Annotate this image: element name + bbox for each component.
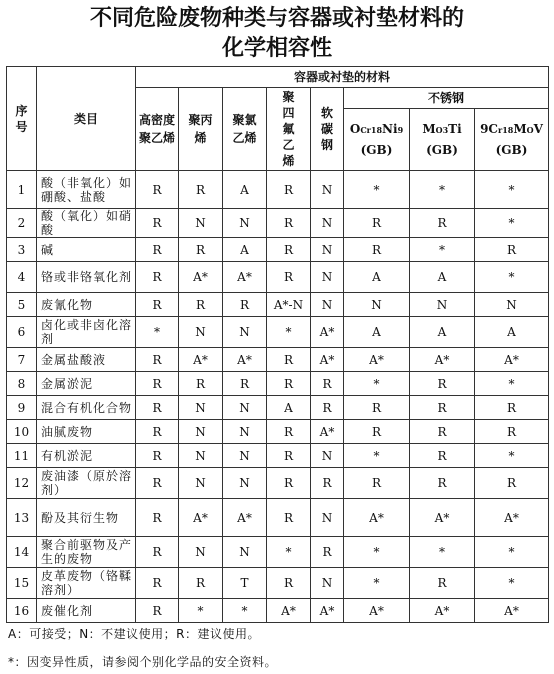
table-row xyxy=(7,372,549,396)
row-number: 14 xyxy=(7,537,37,568)
compatibility-cell: A*-N xyxy=(267,293,311,317)
compatibility-cell: A* xyxy=(475,599,549,623)
compatibility-cell: N xyxy=(311,171,344,209)
row-number: 4 xyxy=(7,262,37,293)
row-category: 废氰化物 xyxy=(37,293,136,317)
header-stainless: 不锈钢 xyxy=(344,88,549,109)
compatibility-cell: R xyxy=(223,293,267,317)
compatibility-cell: * xyxy=(475,444,549,468)
compatibility-cell: R xyxy=(179,293,223,317)
compatibility-cell: R xyxy=(136,171,179,209)
compatibility-cell: A xyxy=(223,238,267,262)
compatibility-cell: R xyxy=(267,444,311,468)
compatibility-cell: R xyxy=(344,468,410,499)
compatibility-cell: N xyxy=(223,317,267,348)
asterisk-note: *：因变异性质，请参阅个别化学品的安全资料。 xyxy=(8,655,278,669)
compatibility-cell: R xyxy=(179,238,223,262)
compatibility-cell: * xyxy=(475,262,549,293)
header-category: 类目 xyxy=(37,67,136,171)
compatibility-cell: R xyxy=(410,396,475,420)
header-mild-steel: 软碳钢 xyxy=(311,88,344,171)
compatibility-cell: R xyxy=(136,293,179,317)
compatibility-cell: R xyxy=(136,209,179,238)
compatibility-cell: N xyxy=(179,209,223,238)
row-category: 金属盐酸液 xyxy=(37,348,136,372)
compatibility-cell: N xyxy=(410,293,475,317)
compatibility-cell: N xyxy=(223,420,267,444)
compatibility-cell: * xyxy=(475,372,549,396)
row-number: 9 xyxy=(7,396,37,420)
row-number: 13 xyxy=(7,499,37,537)
compatibility-cell: N xyxy=(223,537,267,568)
compatibility-cell: N xyxy=(311,568,344,599)
row-number: 6 xyxy=(7,317,37,348)
compatibility-cell: * xyxy=(344,372,410,396)
compatibility-cell: * xyxy=(410,537,475,568)
compatibility-cell: A xyxy=(475,317,549,348)
row-number: 3 xyxy=(7,238,37,262)
compatibility-cell: * xyxy=(136,317,179,348)
compatibility-cell: R xyxy=(267,209,311,238)
compatibility-cell: A xyxy=(410,262,475,293)
compatibility-cell: R xyxy=(410,468,475,499)
compatibility-cell: * xyxy=(344,171,410,209)
compatibility-cell: * xyxy=(475,537,549,568)
table-row xyxy=(7,499,549,537)
compatibility-cell: T xyxy=(223,568,267,599)
compatibility-cell: A* xyxy=(267,599,311,623)
compatibility-cell: A* xyxy=(344,499,410,537)
compatibility-cell: * xyxy=(475,568,549,599)
compatibility-cell: N xyxy=(311,444,344,468)
compatibility-cell: A* xyxy=(475,499,549,537)
compatibility-cell: R xyxy=(267,238,311,262)
row-number: 7 xyxy=(7,348,37,372)
compatibility-cell: N xyxy=(223,468,267,499)
compatibility-cell: N xyxy=(179,317,223,348)
table-row xyxy=(7,568,549,599)
row-category: 铬或非铬氧化剂 xyxy=(37,262,136,293)
compatibility-cell: R xyxy=(136,499,179,537)
compatibility-cell: A* xyxy=(311,420,344,444)
table-row xyxy=(7,537,549,568)
table-row xyxy=(7,238,549,262)
compatibility-cell: R xyxy=(136,348,179,372)
compatibility-cell: R xyxy=(267,171,311,209)
compatibility-cell: A* xyxy=(410,499,475,537)
compatibility-cell: R xyxy=(267,348,311,372)
compatibility-cell: A xyxy=(267,396,311,420)
table-row xyxy=(7,293,549,317)
compatibility-cell: N xyxy=(179,444,223,468)
compatibility-cell: A* xyxy=(179,262,223,293)
compatibility-cell: N xyxy=(311,262,344,293)
compatibility-cell: N xyxy=(179,420,223,444)
compatibility-cell: R xyxy=(311,468,344,499)
compatibility-cell: R xyxy=(475,238,549,262)
compatibility-cell: N xyxy=(475,293,549,317)
header-seq: 序号 xyxy=(7,67,37,171)
compatibility-cell: * xyxy=(179,599,223,623)
compatibility-cell: R xyxy=(267,372,311,396)
row-category: 油腻废物 xyxy=(37,420,136,444)
compatibility-cell: N xyxy=(223,444,267,468)
header-ss-9cr18mov: 9Cr18MOV (GB) xyxy=(475,109,549,171)
compatibility-cell: R xyxy=(410,568,475,599)
row-number: 12 xyxy=(7,468,37,499)
compatibility-cell: R xyxy=(410,209,475,238)
compatibility-cell: N xyxy=(311,238,344,262)
row-number: 2 xyxy=(7,209,37,238)
compatibility-cell: R xyxy=(136,568,179,599)
compatibility-cell: R xyxy=(136,468,179,499)
table-row xyxy=(7,209,549,238)
compatibility-cell: R xyxy=(344,396,410,420)
row-category: 聚合前驱物及产生的废物 xyxy=(37,537,136,568)
row-category: 混合有机化合物 xyxy=(37,396,136,420)
compatibility-cell: N xyxy=(179,537,223,568)
compatibility-cell: * xyxy=(223,599,267,623)
compatibility-cell: * xyxy=(475,209,549,238)
compatibility-cell: A* xyxy=(179,499,223,537)
row-number: 1 xyxy=(7,171,37,209)
row-category: 酸（氧化）如硝酸 xyxy=(37,209,136,238)
compatibility-cell: * xyxy=(344,537,410,568)
table-row xyxy=(7,317,549,348)
document-title-line1: 不同危险废物种类与容器或衬垫材料的 xyxy=(89,6,464,31)
compatibility-cell: R xyxy=(344,420,410,444)
compatibility-cell: A* xyxy=(179,348,223,372)
header-ptfe: 聚四氟乙烯 xyxy=(267,88,311,171)
compatibility-cell: R xyxy=(475,420,549,444)
compatibility-cell: * xyxy=(475,171,549,209)
table-row xyxy=(7,468,549,499)
compatibility-cell: R xyxy=(475,396,549,420)
compatibility-cell: A xyxy=(223,171,267,209)
compatibility-cell: R xyxy=(136,599,179,623)
compatibility-cell: R xyxy=(410,372,475,396)
compatibility-cell: A* xyxy=(344,348,410,372)
compatibility-cell: A* xyxy=(410,348,475,372)
compatibility-cell: R xyxy=(179,568,223,599)
document-title-line2: 化学相容性 xyxy=(221,36,332,61)
compatibility-cell: N xyxy=(223,396,267,420)
row-category: 碱 xyxy=(37,238,136,262)
compatibility-cell: R xyxy=(410,420,475,444)
compatibility-cell: R xyxy=(136,396,179,420)
compatibility-cell: A xyxy=(344,317,410,348)
compatibility-cell: A* xyxy=(410,599,475,623)
compatibility-cell: R xyxy=(311,537,344,568)
compatibility-cell: N xyxy=(179,468,223,499)
compatibility-cell: R xyxy=(311,372,344,396)
header-ss-mo3ti: MO3Ti (GB) xyxy=(410,109,475,171)
compatibility-cell: R xyxy=(179,171,223,209)
compatibility-cell: R xyxy=(267,468,311,499)
compatibility-cell: A* xyxy=(311,599,344,623)
row-number: 11 xyxy=(7,444,37,468)
compatibility-cell: N xyxy=(179,396,223,420)
table-row xyxy=(7,444,549,468)
table-row xyxy=(7,348,549,372)
compatibility-cell: A* xyxy=(311,317,344,348)
compatibility-cell: A* xyxy=(223,499,267,537)
compatibility-table xyxy=(6,66,549,623)
row-category: 卤化或非卤化溶剂 xyxy=(37,317,136,348)
compatibility-cell: R xyxy=(136,238,179,262)
row-category: 废油漆（原於溶剂） xyxy=(37,468,136,499)
compatibility-cell: A* xyxy=(344,599,410,623)
compatibility-cell: * xyxy=(344,568,410,599)
header-hdpe: 高密度聚乙烯 xyxy=(136,88,179,171)
compatibility-cell: N xyxy=(311,499,344,537)
compatibility-cell: * xyxy=(267,537,311,568)
header-pp: 聚丙烯 xyxy=(179,88,223,171)
compatibility-cell: N xyxy=(311,293,344,317)
compatibility-cell: R xyxy=(311,396,344,420)
compatibility-cell: * xyxy=(344,444,410,468)
compatibility-cell: R xyxy=(344,238,410,262)
table-row xyxy=(7,396,549,420)
table-row xyxy=(7,420,549,444)
compatibility-cell: A xyxy=(410,317,475,348)
row-number: 5 xyxy=(7,293,37,317)
compatibility-cell: R xyxy=(136,420,179,444)
compatibility-cell: A xyxy=(344,262,410,293)
compatibility-cell: N xyxy=(223,209,267,238)
row-category: 有机淤泥 xyxy=(37,444,136,468)
compatibility-cell: R xyxy=(410,444,475,468)
row-category: 酸（非氧化）如硼酸、盐酸 xyxy=(37,171,136,209)
header-pvc: 聚氯乙烯 xyxy=(223,88,267,171)
compatibility-cell: N xyxy=(344,293,410,317)
row-category: 废催化剂 xyxy=(37,599,136,623)
compatibility-cell: R xyxy=(267,262,311,293)
compatibility-cell: R xyxy=(223,372,267,396)
compatibility-cell: R xyxy=(267,568,311,599)
compatibility-cell: A* xyxy=(223,348,267,372)
row-category: 皮革废物（铬鞣溶剂） xyxy=(37,568,136,599)
row-number: 16 xyxy=(7,599,37,623)
compatibility-cell: A* xyxy=(475,348,549,372)
row-number: 8 xyxy=(7,372,37,396)
compatibility-cell: R xyxy=(267,499,311,537)
header-ss-0cr18ni9: OCr18Ni9 (GB) xyxy=(344,109,410,171)
compatibility-cell: N xyxy=(311,209,344,238)
table-body xyxy=(7,171,549,623)
compatibility-cell: A* xyxy=(223,262,267,293)
table-row xyxy=(7,262,549,293)
compatibility-cell: * xyxy=(410,171,475,209)
compatibility-cell: A* xyxy=(311,348,344,372)
row-category: 金属淤泥 xyxy=(37,372,136,396)
header-materials: 容器或衬垫的材料 xyxy=(136,67,549,88)
table-row xyxy=(7,171,549,209)
compatibility-cell: R xyxy=(136,444,179,468)
compatibility-cell: * xyxy=(410,238,475,262)
compatibility-cell: * xyxy=(267,317,311,348)
compatibility-cell: R xyxy=(136,372,179,396)
compatibility-cell: R xyxy=(136,262,179,293)
legend-note: A：可接受；N：不建议使用；R：建议使用。 xyxy=(8,627,261,641)
compatibility-cell: R xyxy=(179,372,223,396)
row-number: 15 xyxy=(7,568,37,599)
compatibility-cell: R xyxy=(475,468,549,499)
row-category: 酚及其衍生物 xyxy=(37,499,136,537)
compatibility-cell: R xyxy=(344,209,410,238)
table-row xyxy=(7,599,549,623)
row-number: 10 xyxy=(7,420,37,444)
compatibility-cell: R xyxy=(136,537,179,568)
compatibility-cell: R xyxy=(267,420,311,444)
